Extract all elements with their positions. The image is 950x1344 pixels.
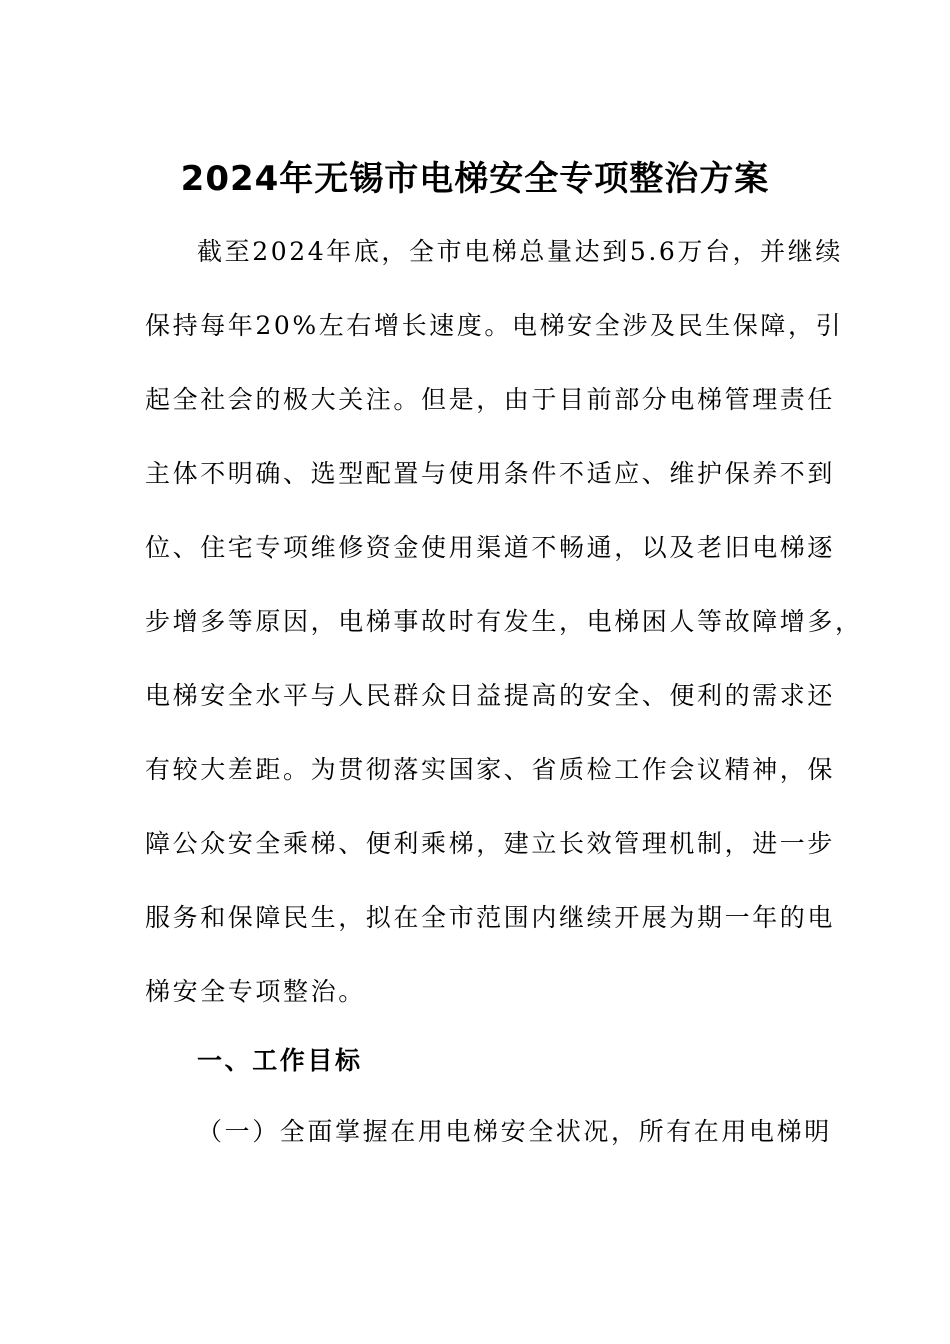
intro-paragraph [145, 225, 863, 1039]
paragraph-line: 起全社会的极大关注。但是，由于目前部分电梯管理责任 [145, 385, 836, 414]
paragraph-line: 截至2024年底，全市电梯总量达到5.6万台，并继续 [197, 237, 843, 266]
paragraph-line: 障公众安全乘梯、便利乘梯，建立长效管理机制，进一步 [145, 829, 836, 858]
paragraph-line: 保持每年20%左右增长速度。电梯安全涉及民生保障，引 [145, 311, 844, 340]
paragraph-line: 步增多等原因，电梯事故时有发生，电梯困人等故障增多， [145, 607, 863, 636]
paragraph-line: 电梯安全水平与人民群众日益提高的安全、便利的需求还 [145, 681, 836, 710]
paragraph-line: 位、住宅专项维修资金使用渠道不畅通，以及老旧电梯逐 [145, 533, 836, 562]
section-item: （一）全面掌握在用电梯安全状况，所有在用电梯明 [197, 1117, 832, 1146]
section-heading: 一、工作目标 [197, 1046, 363, 1075]
paragraph-line: 梯安全专项整治。 [145, 977, 366, 1006]
paragraph-line: 服务和保障民生，拟在全市范围内继续开展为期一年的电 [145, 903, 836, 932]
paragraph-line: 主体不明确、选型配置与使用条件不适应、维护保养不到 [145, 459, 836, 488]
paragraph-line: 有较大差距。为贯彻落实国家、省质检工作会议精神，保 [145, 755, 836, 784]
document-title: 2024年无锡市电梯安全专项整治方案 [180, 159, 770, 199]
